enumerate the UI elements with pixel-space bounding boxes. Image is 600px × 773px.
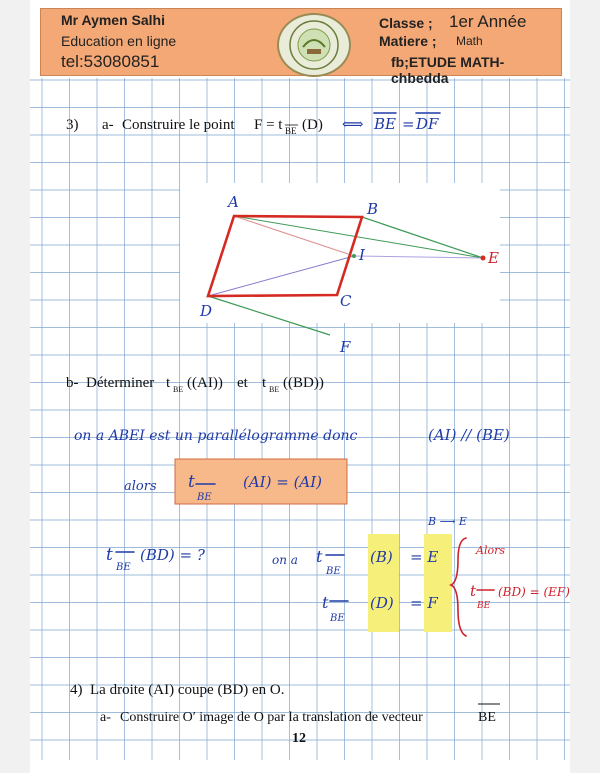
matiere-label: Matiere ; xyxy=(379,33,437,49)
qb-t2: t xyxy=(262,375,267,391)
answer-line1: on a ABEI est un parallélogramme donc xyxy=(74,428,358,444)
classe-label: Classe ; xyxy=(379,15,433,31)
r1-arg: (B) xyxy=(370,548,393,566)
conclusion-sub: BE xyxy=(477,601,491,611)
point-i xyxy=(352,254,356,258)
label-i: I xyxy=(359,246,365,264)
qb-et: et xyxy=(237,375,248,391)
q3-a-formula: F = t xyxy=(254,117,283,133)
q4-number: 4) xyxy=(70,682,83,698)
education-label: Education en ligne xyxy=(61,33,177,49)
r2-arg: (D) xyxy=(370,594,394,612)
point-e xyxy=(481,256,486,261)
teacher-name: Mr Aymen Salhi xyxy=(61,12,165,28)
q3-equivalence: ⟺ xyxy=(342,115,364,133)
label-f: F xyxy=(340,338,351,356)
conclusion-result: (BD) = (EF) xyxy=(498,585,570,599)
q3-equals: = xyxy=(402,115,415,133)
ona-label: on a xyxy=(272,553,298,567)
label-c: C xyxy=(340,292,352,310)
question-sub: BE xyxy=(116,562,131,573)
q3-vector-df: DF xyxy=(416,115,439,133)
q3-a-arg: (D) xyxy=(302,117,323,133)
label-a: A xyxy=(228,193,239,211)
q3-number: 3) xyxy=(66,117,79,133)
q3-a-text: Construire le point xyxy=(122,117,235,133)
worksheet-page xyxy=(30,0,570,773)
qb-t1: t xyxy=(166,375,171,391)
conclusion-brace xyxy=(451,538,466,636)
question-t: t xyxy=(106,545,113,565)
qb-label: b- xyxy=(66,375,79,391)
phone-number: tel:53080851 xyxy=(61,52,160,71)
b-to-e-note: B ⟶ E xyxy=(428,515,467,528)
r1-t: t xyxy=(316,547,323,566)
q3-a-label: a- xyxy=(102,117,114,133)
r1-sub: BE xyxy=(326,566,341,577)
geometry-figure xyxy=(180,183,500,356)
q4-a-vector: BE xyxy=(478,710,496,725)
label-b: B xyxy=(367,200,379,218)
boxed-result: (AI) = (AI) xyxy=(243,473,323,491)
answer-alors: alors xyxy=(124,479,157,494)
matiere-value: Math xyxy=(456,34,483,48)
qb-arg1: ((AI)) xyxy=(187,375,223,391)
qb-sub2: BE xyxy=(269,385,280,394)
question-rest: (BD) = ? xyxy=(140,546,205,564)
answer-parallel: (AI) // (BE) xyxy=(428,426,510,444)
page-number: 12 xyxy=(292,731,306,746)
conclusion-t: t xyxy=(470,582,477,600)
label-d: D xyxy=(200,302,213,320)
classe-value: 1er Année xyxy=(449,12,527,31)
qb-arg2: ((BD)) xyxy=(283,375,324,391)
q4-text: La droite (AI) coupe (BD) en O. xyxy=(90,682,285,698)
r2-t: t xyxy=(322,593,329,612)
q3-vector-be: BE xyxy=(374,115,396,133)
r2-sub: BE xyxy=(330,613,345,624)
q4-a-label: a- xyxy=(100,710,111,725)
qb-sub1: BE xyxy=(173,385,184,394)
qb-text: Déterminer xyxy=(86,375,155,391)
facebook-label: fb;ETUDE MATH-chbedda xyxy=(391,54,505,86)
boxed-t: t xyxy=(188,472,195,492)
conclusion-alors: Alors xyxy=(476,544,505,557)
r1-result: = E xyxy=(410,548,439,566)
q3-a-sub: BE xyxy=(285,126,297,136)
boxed-sub: BE xyxy=(197,492,212,503)
content-layer xyxy=(30,0,570,773)
q4-a-text: Construire O′ image de O par la translation de vecteur xyxy=(120,710,423,725)
r2-result: = F xyxy=(410,594,438,612)
label-e: E xyxy=(488,249,499,267)
